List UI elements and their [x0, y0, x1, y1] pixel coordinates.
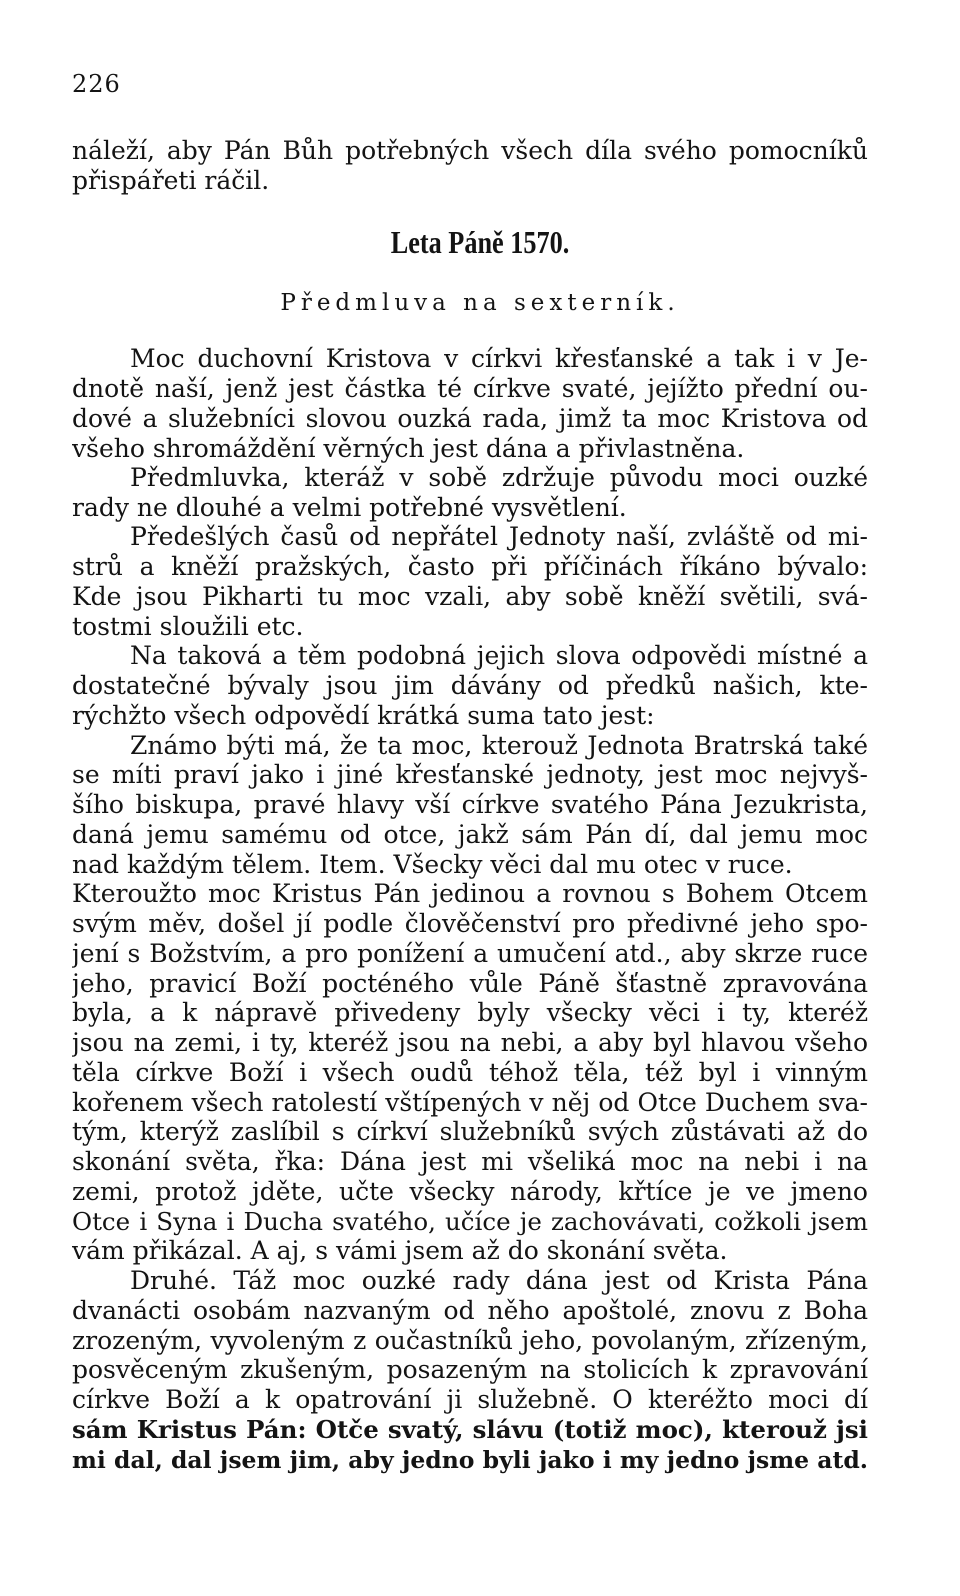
text-line: Kde jsou Pikharti tu moc vzali, aby sobě kněží světili, svá-: [72, 582, 868, 611]
text-line: jeho, pravicí Boží pocténého vůle Páně šťastně zpravována: [72, 969, 868, 998]
text-line: Předmluvka, kteráž v sobě zdržuje původu moci ouzké: [130, 463, 868, 492]
text-line: tostmi sloužili etc.: [72, 612, 304, 641]
text-line: Předešlých časů od nepřátel Jednoty naší, zvláště od mi-: [130, 522, 868, 551]
text-line: dnotě naší, jenž jest částka té církve svaté, jejížto přední ou-: [72, 374, 868, 403]
text-line: posvěceným zkušeným, posazeným na stolicích k zpravování: [72, 1355, 868, 1384]
text-line: kořenem všech ratolestí vštípených v něj od Otce Duchem sva-: [72, 1088, 868, 1117]
text-line: šího biskupa, pravé hlavy vší církve svatého Pána Jezukrista,: [72, 790, 868, 819]
text-line: dvanácti osobám nazvaným od něho apoštolé, znovu z Boha: [72, 1296, 868, 1325]
text-line: byla, a k nápravě přivedeny byly všecky věci i ty, kteréž: [72, 998, 868, 1027]
section-heading: Leta Páně 1570.: [390, 224, 570, 260]
text-line: dové a služebníci slovou ouzká rada, jimž ta moc Kristova od: [72, 404, 868, 433]
text-line: zemi, protož jděte, učte všecky národy, křtíce je ve jmeno: [72, 1177, 868, 1206]
text-line: Moc duchovní Kristova v církvi křesťanské a tak i v Je-: [130, 344, 868, 373]
text-line: Otce i Syna i Ducha svatého, učíce je zachovávati, cožkoli jsem: [72, 1207, 868, 1236]
text-line: mi dal, dal jsem jim, aby jedno byli jako i my jedno jsme atd.: [72, 1446, 868, 1474]
text-line: náleží, aby Pán Bůh potřebných všech díla svého pomocníků: [72, 136, 868, 165]
text-line: Známo býti má, že ta moc, kterouž Jednota Bratrská také: [130, 731, 868, 760]
page-number: 226: [72, 70, 121, 98]
text-line: jení s Božstvím, a pro ponížení a umučení atd., aby skrze ruce: [72, 939, 868, 968]
section-subheading: Předmluva na sexterník.: [280, 290, 680, 316]
text-line: přispářeti ráčil.: [72, 166, 270, 195]
text-line: sám Kristus Pán: Otče svatý, slávu (totiž moc), kterouž jsi: [72, 1415, 868, 1444]
text-line: zrozeným, vyvoleným z oučastníků jeho, povolaným, zřízeným,: [72, 1326, 868, 1355]
text-line: Druhé. Táž moc ouzké rady dána jest od Krista Pána: [130, 1266, 868, 1295]
text-line: těla církve Boží i všech oudů téhož těla, též byl i vinným: [72, 1058, 868, 1087]
text-line: jsou na zemi, i ty, kteréž jsou na nebi, a aby byl hlavou všeho: [72, 1028, 868, 1057]
text-line: církve Boží a k opatrování ji služebně. O kteréžto moci dí: [72, 1385, 868, 1414]
text-line: daná jemu samému od otce, jakž sám Pán dí, dal jemu moc: [72, 820, 868, 849]
text-line: strů a kněží pražských, často při příčinách říkáno bývalo:: [72, 552, 868, 581]
text-line: rýchžto všech odpovědí krátká suma tato jest:: [72, 701, 655, 730]
text-line: nad každým tělem. Item. Všecky věci dal mu otec v ruce.: [72, 850, 793, 879]
text-line: Kteroužto moc Kristus Pán jedinou a rovnou s Bohem Otcem: [72, 879, 868, 908]
text-line: dostatečné bývaly jsou jim dávány od předků našich, kte-: [72, 671, 868, 700]
text-line: vám přikázal. A aj, s vámi jsem až do skonání světa.: [72, 1236, 728, 1265]
text-line: tým, kterýž zaslíbil s církví služebníků svých zůstávati až do: [72, 1117, 868, 1146]
text-line: se míti praví jako i jiné křesťanské jednoty, jest moc nejvyš-: [72, 760, 868, 789]
text-line: skonání světa, řka: Dána jest mi všeliká moc na nebi i na: [72, 1147, 868, 1176]
text-line: svým měv, došel jí podle člověčenství pro předivné jeho spo-: [72, 909, 868, 938]
text-line: Na taková a těm podobná jejich slova odpovědi místné a: [130, 641, 868, 670]
text-line: všeho shromáždění věrných jest dána a přivlastněna.: [72, 434, 745, 463]
text-line: rady ne dlouhé a velmi potřebné vysvětlení.: [72, 493, 627, 522]
